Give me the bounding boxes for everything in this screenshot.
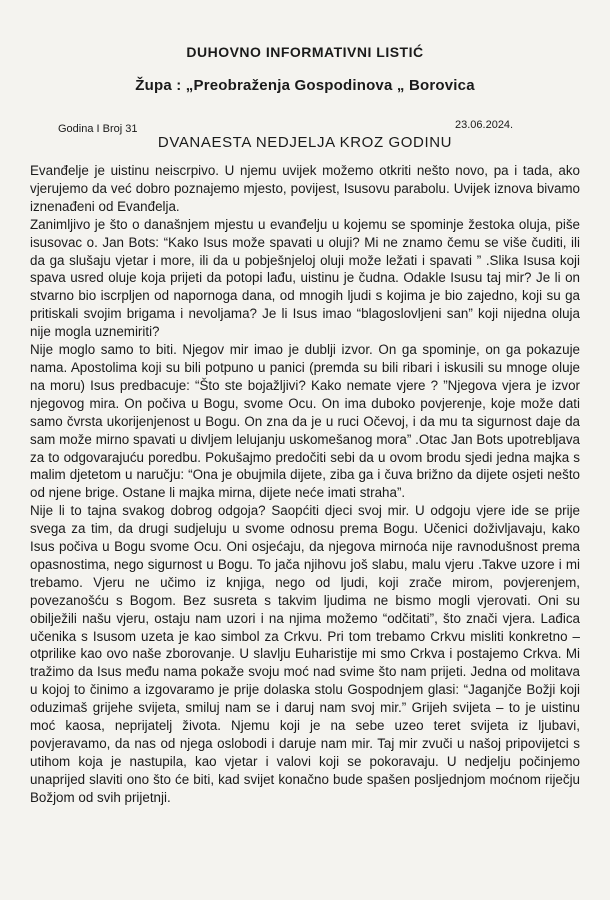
paragraph: Nije moglo samo to biti. Njegov mir imao je dublji izvor. On ga spominje, on ga pokazuje nama. Apostolima koji su bili potpuno u panici (premda su bili ribari i iskusili su mnoge oluje na moru) Isus predbacuje: “Što ste bojažljivi? Kako nemate vjere ? ”Njegova vjera je izvor njegovog mira. On počiva u Bogu, svome Ocu. On ima duboko povjerenje, koje može dati samo čvrsta ukorijenjenost u Bogu. On zna da je u ruci Očevoj, i da mu ta sigurnost daje da sam može mirno spavati u divljem lelujanju uskomešanog mora” .Otac Jan Bots upotrebljava za to odgovarajuću poredbu. Pokušajmo predočiti sebi da u ovom brodu sjedi jedna majka s malim djetetom u naručju: “Ona je obujmila dijete, ziba ga i čuva brižno da dijete osjeti nešto od njene brige. Ostane li majka mirna, dijete neće imati straha”. — [30, 342, 580, 501]
issue-date: 23.06.2024. — [455, 119, 514, 131]
parish-name: Župa : „Preobraženja Gospodinova „ Borovica — [135, 77, 475, 94]
paragraph: Evanđelje je uistinu neiscrpivo. U njemu uvijek možemo otkriti nešto novo, pa i tada, ako vjerujemo da već dobro poznajemo mjesto, povijest, Isusovu parabolu. Uvijek iznova bivamo iznenađeni od Evanđelja. — [30, 163, 580, 214]
article-body — [30, 162, 580, 807]
paragraph: Nije li to tajna svakog dobrog odgoja? Saopćiti djeci svoj mir. U odgoju vjere ide se prije svega za tim, da drugi sudjeluju u svome odnosu prema Bogu. Učenici doživljavaju, kako Isus počiva u Bogu svome Ocu. Oni osjećaju, da njegova mirnoća nije ravnodušnost prema opasnostima, nego sigurnost u Bogu. To jača njihovu još slabu, malu vjeru .Takve uzore i mi trebamo. Vjeru ne učimo iz knjiga, nego od ljudi, koji zrače mirom, povjerenjem, povezanošću s Bogom. Bez susreta s takvim ljudima ne bismo mogli vjerovati. Oni su obilježili našu vjeru, ostaju nam uzori i na njima možemo “odčitati”, što znači vjera. Lađica učenika s Isusom uzeta je kao simbol za Crkvu. Pri tom trebamo Crkvu misliti konkretno – otprilike kao ovo naše zborovanje. U slavlju Euharistije mi smo Crkva i postajemo Crkva. Mi tražimo da Isus među nama pokaže svoju moć nad svime što nam prijeti. Jedna od molitava u kojoj to činimo a izgovaramo je prije dolaska stolu Gospodnjem glasi: “Jaganjče Božji koji oduzimaš grijehe svijeta, smiluj nam se i daruj nam svoj mir.” Grijeh svijeta – to je uistinu moć kaosa, neprijatelj života. Njemu koji je na sebe uzeo teret svijeta iz ljubavi, povjeravamo, da nas od njega oslobodi i daruje nam mir. Taj mir zvuči u našoj pripovijetci s utihom koja je nastupila, kao vjetar i valovi koji se pokoravaju. U nedjelju počinjemo unaprijed slaviti ono što će biti, kad svijet konačno bude spašen posljednjom moćnom riječju Božjom od svih prijetnji. — [30, 503, 580, 805]
issue-number: Godina I Broj 31 — [58, 123, 138, 135]
article-title: DVANAESTA NEDJELJA KROZ GODINU — [157, 134, 453, 151]
bulletin-heading: DUHOVNO INFORMATIVNI LISTIĆ — [186, 44, 424, 60]
paragraph: Zanimljivo je što o današnjem mjestu u evanđelju u kojemu se spominje žestoka oluja, piše isusovac o. Jan Bots: “Kako Isus može spavati u oluji? Mi ne znamo čemu se više čuditi, ili da ga slušaju vjetar i more, ili da u pobješnjeloj oluji može ležati i spavati ” .Slika Isusa koji spava usred oluje koja prijeti da potopi lađu, uistinu je čudna. Odakle Isusu taj mir? Je li on stvarno bio iscrpljen od napornoga dana, od mnogih ljudi s kojima je bio zajedno, koji su ga pritiskali svojim brigama i nevoljama? Je li Isus imao “blagoslovljeni san” koji nijedna oluja nije mogla uznemiriti? — [30, 216, 580, 340]
